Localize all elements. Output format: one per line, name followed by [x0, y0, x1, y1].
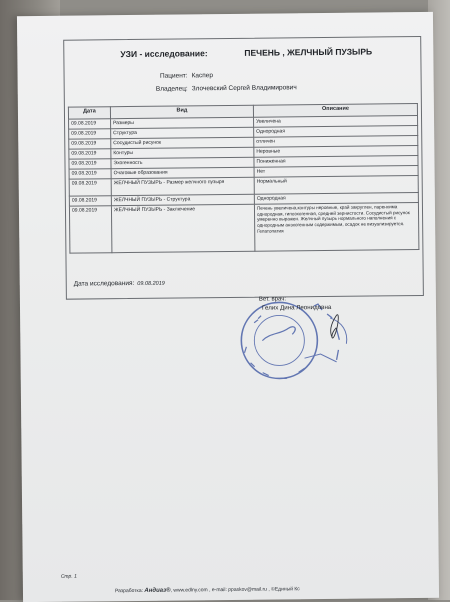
- cell-description: Нормальный: [254, 176, 418, 195]
- cell-date: 09.08.2019: [69, 179, 111, 196]
- cell-description: Нет: [254, 166, 418, 178]
- owner-value: Злочевский Сергей Владимирович: [191, 84, 297, 93]
- header-date: Дата: [68, 107, 110, 119]
- study-date: [74, 280, 165, 288]
- header-description: Описание: [253, 104, 417, 118]
- cell-conclusion: Печень увеличена,контуры неровные, край закруглен, паренхима однородная, гипоэхогенная, средней зернистости. Сосудистый рисунок умеренно выражен. Желчный пузырь нормального наполнения с однородным анэхогенным содержимым, осадок не визуализируется. Гепатопатия: [254, 203, 418, 252]
- report-title: [64, 39, 420, 69]
- cell-description: Неровные: [254, 146, 418, 158]
- cell-date: 09.08.2019: [69, 129, 111, 139]
- vet-name: Гелих Дина Леонидовна: [261, 303, 332, 312]
- footer-prefix: Разработка:: [114, 587, 144, 595]
- owner-label: Владелец:: [155, 85, 188, 93]
- study-date-value: 09.08.2019: [137, 280, 165, 287]
- cell-description: Однородная: [254, 126, 418, 138]
- document-sheet: [17, 12, 439, 602]
- findings-table: [68, 103, 420, 254]
- title-organ: ПЕЧЕНЬ , ЖЕЛЧНЫЙ ПУЗЫРЬ: [244, 46, 373, 58]
- cell-type: Сосудистый рисунок: [111, 137, 254, 148]
- cell-description: отличен: [254, 136, 418, 148]
- cell-type: ЖЕЛЧНЫЙ ПУЗЫРЬ - Размер желчного пузыря: [111, 177, 254, 195]
- study-date-label: Дата исследования:: [73, 279, 135, 288]
- patient-label-wrap: [65, 72, 188, 80]
- cell-date: 09.08.2019: [69, 169, 111, 179]
- footer-rest: , www.edlny.com , e-mail: ppaskov@mail.ru , ©Единый Кс: [170, 586, 300, 594]
- cell-type: Эхогенность: [111, 157, 254, 168]
- title-label: УЗИ - исследование:: [120, 48, 208, 60]
- cell-date: 09.08.2019: [69, 159, 111, 169]
- page-number: Стр. 1: [60, 573, 77, 580]
- cell-type: ЖЕЛЧНЫЙ ПУЗЫРЬ - Структура: [111, 194, 254, 205]
- patient-label: Пациент:: [159, 72, 188, 80]
- vet-label: Вет. врач:: [258, 296, 287, 303]
- cell-date: 09.08.2019: [69, 139, 111, 149]
- cell-date: 09.08.2019: [69, 119, 111, 129]
- footer-brand: Андиаз®: [144, 587, 171, 594]
- cell-description: Однородная: [254, 193, 418, 205]
- cell-description: Увеличена: [254, 116, 418, 128]
- header-type: Вид: [110, 105, 253, 118]
- cell-date: 09.08.2019: [69, 149, 111, 159]
- cell-type: Контуры: [111, 147, 254, 158]
- cell-date: 09.08.2019: [69, 206, 111, 253]
- patient-value: Каспер: [191, 72, 214, 80]
- cell-type: Очаговые образования: [111, 167, 254, 178]
- owner-label-wrap: [65, 85, 188, 93]
- cell-type: ЖЕЛЧНЫЙ ПУЗЫРЬ - Заключение: [111, 204, 254, 252]
- cell-type: Структура: [111, 127, 254, 138]
- report-frame: [63, 36, 424, 303]
- table-row: [69, 203, 418, 254]
- footer: [115, 586, 300, 594]
- cell-date: 09.08.2019: [69, 196, 111, 206]
- cell-type: Размеры: [111, 117, 254, 128]
- cell-description: Пониженная: [254, 156, 418, 168]
